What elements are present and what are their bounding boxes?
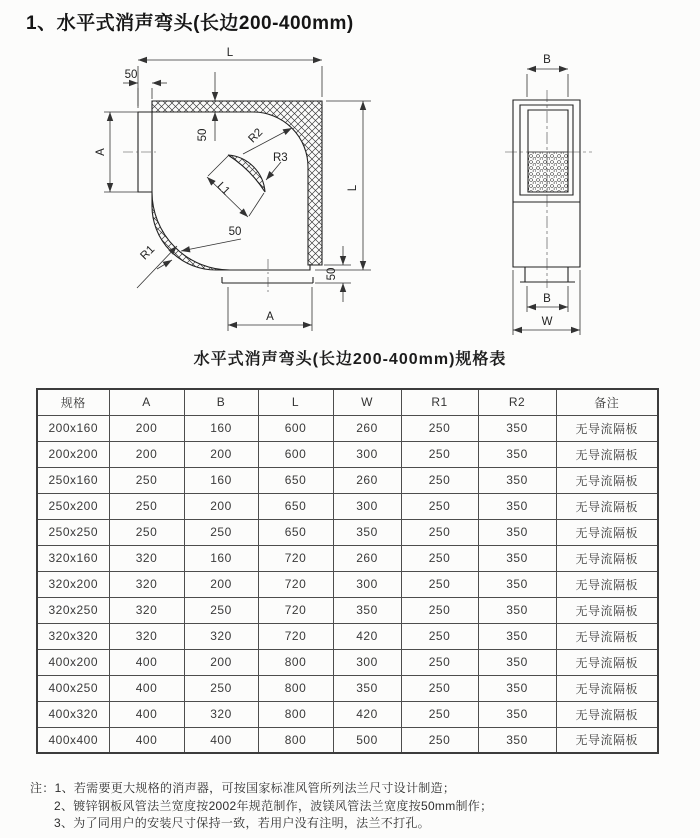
dim-label-R1: R1 bbox=[138, 243, 158, 263]
table-row bbox=[37, 571, 658, 597]
spec-table-body bbox=[37, 415, 658, 753]
table-cell: 320 bbox=[184, 701, 258, 727]
column-header: B bbox=[184, 389, 258, 415]
column-header: R1 bbox=[401, 389, 478, 415]
dim-label-A-bottom: A bbox=[266, 311, 274, 323]
table-cell: 350 bbox=[478, 467, 556, 493]
table-cell: 400 bbox=[109, 649, 184, 675]
table-cell: 250 bbox=[401, 727, 478, 753]
table-row bbox=[37, 623, 658, 649]
dim-label-R3: R3 bbox=[273, 152, 288, 164]
elbow-inner-wall bbox=[152, 192, 230, 270]
table-cell: 720 bbox=[258, 623, 333, 649]
table-cell: 420 bbox=[333, 623, 401, 649]
table-cell: 300 bbox=[333, 441, 401, 467]
table-cell: 260 bbox=[333, 415, 401, 441]
table-cell: 200 bbox=[184, 493, 258, 519]
page-title: 1、水平式消声弯头(长边200-400mm) bbox=[26, 13, 354, 34]
dim-label-R2: R2 bbox=[246, 126, 266, 146]
dim-label-L-top: L bbox=[226, 47, 234, 59]
table-cell: 无导流隔板 bbox=[556, 519, 658, 545]
table-cell: 320x160 bbox=[37, 545, 109, 571]
column-header: 规格 bbox=[37, 389, 109, 415]
table-cell: 250 bbox=[401, 597, 478, 623]
table-cell: 350 bbox=[478, 441, 556, 467]
table-cell: 320 bbox=[109, 623, 184, 649]
table-cell: 250 bbox=[109, 493, 184, 519]
table-cell: 200 bbox=[184, 571, 258, 597]
table-cell: 800 bbox=[258, 701, 333, 727]
table-cell: 320 bbox=[109, 597, 184, 623]
side-bottom-duct bbox=[525, 267, 568, 282]
spec-table bbox=[36, 388, 659, 754]
table-cell: 200x200 bbox=[37, 441, 109, 467]
table-cell: 320 bbox=[109, 571, 184, 597]
table-cell: 250 bbox=[184, 519, 258, 545]
table-cell: 160 bbox=[184, 415, 258, 441]
dim-label-B-bottom: B bbox=[543, 293, 551, 305]
table-cell: 无导流隔板 bbox=[556, 649, 658, 675]
table-cell: 250x160 bbox=[37, 467, 109, 493]
table-cell: 无导流隔板 bbox=[556, 727, 658, 753]
dim-label-L-right: L bbox=[347, 184, 359, 192]
table-cell: 350 bbox=[478, 675, 556, 701]
table-cell: 650 bbox=[258, 519, 333, 545]
table-cell: 350 bbox=[478, 701, 556, 727]
column-header: 备注 bbox=[556, 389, 658, 415]
table-row bbox=[37, 493, 658, 519]
table-cell: 200 bbox=[109, 441, 184, 467]
table-cell: 320x320 bbox=[37, 623, 109, 649]
table-cell: 800 bbox=[258, 727, 333, 753]
table-cell: 160 bbox=[184, 467, 258, 493]
table-row bbox=[37, 727, 658, 753]
dim-label-50-duct-ext: 50 bbox=[326, 267, 338, 281]
table-cell: 200x160 bbox=[37, 415, 109, 441]
side-view-drawing bbox=[480, 40, 630, 350]
table-cell: 320x250 bbox=[37, 597, 109, 623]
table-cell: 300 bbox=[333, 571, 401, 597]
table-cell: 350 bbox=[478, 519, 556, 545]
table-cell: 无导流隔板 bbox=[556, 597, 658, 623]
table-cell: 720 bbox=[258, 571, 333, 597]
table-cell: 无导流隔板 bbox=[556, 415, 658, 441]
plan-view-drawing bbox=[95, 40, 485, 350]
table-cell: 400x200 bbox=[37, 649, 109, 675]
column-header: W bbox=[333, 389, 401, 415]
column-header: R2 bbox=[478, 389, 556, 415]
table-cell: 350 bbox=[333, 597, 401, 623]
bottom-duct-edge bbox=[230, 264, 310, 270]
table-cell: 无导流隔板 bbox=[556, 545, 658, 571]
dim-label-A-left: A bbox=[95, 148, 107, 156]
table-row bbox=[37, 519, 658, 545]
table-cell: 350 bbox=[478, 571, 556, 597]
table-cell: 200 bbox=[109, 415, 184, 441]
table-cell: 400 bbox=[109, 675, 184, 701]
table-cell: 200 bbox=[184, 649, 258, 675]
dim-label-L1: L1 bbox=[214, 180, 232, 198]
note-line-1 bbox=[30, 780, 492, 798]
table-cell: 250 bbox=[401, 571, 478, 597]
table-title: 水平式消声弯头(长边200-400mm)规格表 bbox=[193, 351, 507, 368]
dim-label-B-top: B bbox=[543, 54, 551, 66]
table-cell: 250 bbox=[184, 597, 258, 623]
table-cell: 720 bbox=[258, 597, 333, 623]
table-cell: 420 bbox=[333, 701, 401, 727]
dim-label-W: W bbox=[541, 316, 553, 328]
table-cell: 350 bbox=[478, 623, 556, 649]
table-cell: 400x250 bbox=[37, 675, 109, 701]
table-cell: 无导流隔板 bbox=[556, 623, 658, 649]
table-cell: 160 bbox=[184, 545, 258, 571]
table-cell: 无导流隔板 bbox=[556, 675, 658, 701]
table-cell: 250x200 bbox=[37, 493, 109, 519]
table-cell: 250 bbox=[401, 441, 478, 467]
table-cell: 500 bbox=[333, 727, 401, 753]
table-cell: 250 bbox=[401, 415, 478, 441]
turning-vane bbox=[228, 155, 265, 192]
table-cell: 400x320 bbox=[37, 701, 109, 727]
notes-prefix: 注： bbox=[30, 781, 55, 795]
table-cell: 无导流隔板 bbox=[556, 493, 658, 519]
table-cell: 250 bbox=[109, 519, 184, 545]
table-cell: 300 bbox=[333, 649, 401, 675]
table-cell: 250 bbox=[401, 675, 478, 701]
table-cell: 250 bbox=[401, 545, 478, 571]
bottom-flange bbox=[222, 277, 313, 283]
table-cell: 350 bbox=[478, 545, 556, 571]
table-row bbox=[37, 597, 658, 623]
column-header: A bbox=[109, 389, 184, 415]
table-cell: 400 bbox=[184, 727, 258, 753]
table-cell: 250 bbox=[401, 519, 478, 545]
table-cell: 350 bbox=[478, 649, 556, 675]
table-cell: 720 bbox=[258, 545, 333, 571]
table-cell: 800 bbox=[258, 675, 333, 701]
table-cell: 250x250 bbox=[37, 519, 109, 545]
table-cell: 无导流隔板 bbox=[556, 441, 658, 467]
table-cell: 350 bbox=[478, 727, 556, 753]
table-cell: 400x400 bbox=[37, 727, 109, 753]
table-cell: 250 bbox=[401, 493, 478, 519]
table-cell: 250 bbox=[401, 623, 478, 649]
table-row bbox=[37, 415, 658, 441]
note-line-2: 2、镀锌钢板风管法兰宽度按2002年规范制作，波镁风管法兰宽度按50mm制作； bbox=[54, 798, 493, 813]
table-row bbox=[37, 467, 658, 493]
table-cell: 320 bbox=[109, 545, 184, 571]
table-cell: 无导流隔板 bbox=[556, 701, 658, 727]
table-cell: 250 bbox=[401, 467, 478, 493]
table-cell: 260 bbox=[333, 467, 401, 493]
table-cell: 350 bbox=[478, 597, 556, 623]
dim-label-50-wall-top: 50 bbox=[197, 128, 209, 142]
table-cell: 260 bbox=[333, 545, 401, 571]
table-cell: 250 bbox=[184, 675, 258, 701]
table-cell: 320x200 bbox=[37, 571, 109, 597]
note-line-3: 3、为了同用户的安装尺寸保持一致，若用户没有注明，法兰不打孔。 bbox=[54, 816, 430, 830]
table-cell: 无导流隔板 bbox=[556, 571, 658, 597]
table-cell: 250 bbox=[401, 701, 478, 727]
table-row bbox=[37, 441, 658, 467]
table-cell: 200 bbox=[184, 441, 258, 467]
table-cell: 250 bbox=[401, 649, 478, 675]
table-cell: 400 bbox=[109, 701, 184, 727]
dim-label-50-wall-inner: 50 bbox=[228, 226, 242, 238]
column-header: L bbox=[258, 389, 333, 415]
note-text-1: 1、若需要更大规格的消声器，可按国家标准风管所列法兰尺寸设计制造； bbox=[54, 781, 456, 795]
table-cell: 650 bbox=[258, 493, 333, 519]
table-cell: 350 bbox=[333, 675, 401, 701]
spec-table-header-row bbox=[37, 389, 658, 415]
table-cell: 250 bbox=[109, 467, 184, 493]
table-cell: 800 bbox=[258, 649, 333, 675]
table-row bbox=[37, 675, 658, 701]
table-row bbox=[37, 545, 658, 571]
notes bbox=[30, 780, 492, 833]
table-cell: 350 bbox=[333, 519, 401, 545]
table-row bbox=[37, 649, 658, 675]
dim-label-50-flange: 50 bbox=[124, 69, 138, 81]
table-cell: 600 bbox=[258, 441, 333, 467]
table-row bbox=[37, 701, 658, 727]
elbow-outer-wall bbox=[152, 101, 322, 265]
table-cell: 350 bbox=[478, 493, 556, 519]
table-cell: 350 bbox=[478, 415, 556, 441]
perforated-plate bbox=[528, 152, 568, 192]
table-cell: 400 bbox=[109, 727, 184, 753]
table-cell: 300 bbox=[333, 493, 401, 519]
table-cell: 650 bbox=[258, 467, 333, 493]
table-cell: 320 bbox=[184, 623, 258, 649]
table-cell: 无导流隔板 bbox=[556, 467, 658, 493]
table-cell: 600 bbox=[258, 415, 333, 441]
